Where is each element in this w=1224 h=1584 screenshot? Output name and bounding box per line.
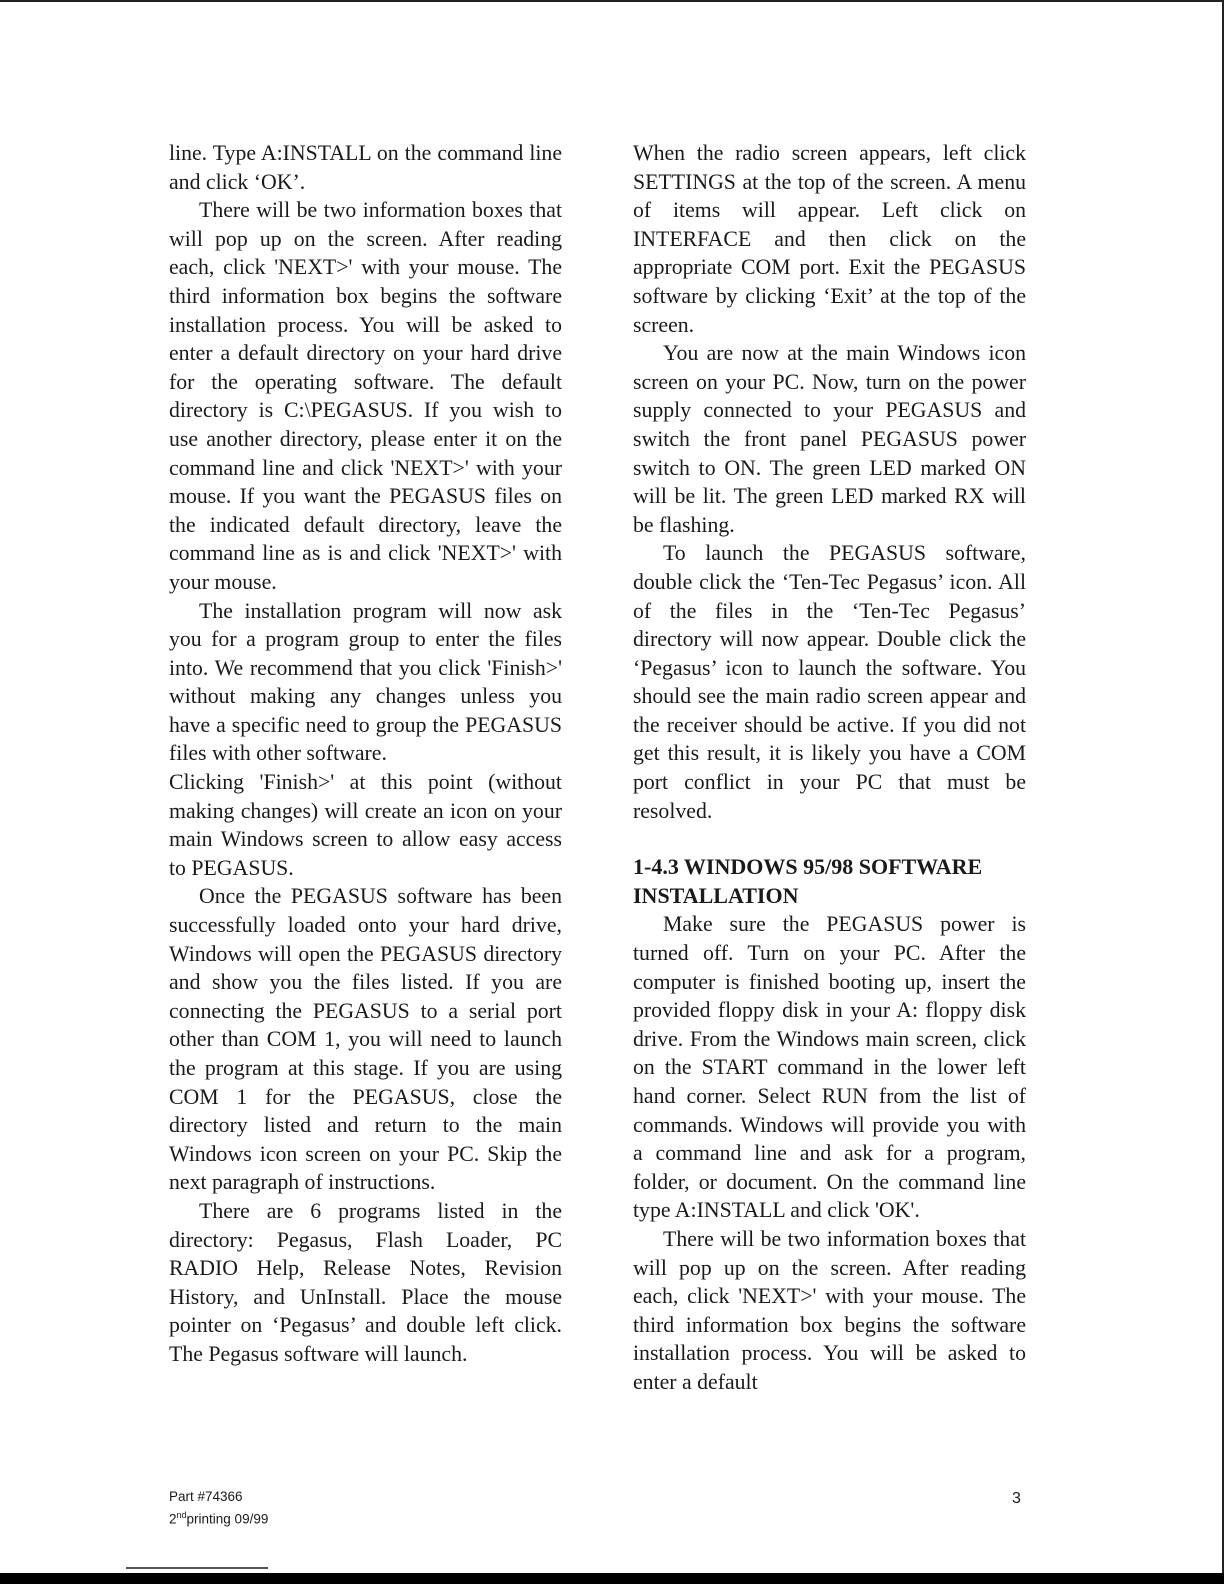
paragraph: Clicking 'Finish>' at this point (without making changes) will create an icon on your main Windows screen to allow easy access to PEGASUS. bbox=[169, 770, 562, 880]
section-heading: 1-4.3 WINDOWS 95/98 SOFTWARE INSTALLATION bbox=[633, 854, 983, 908]
right-column bbox=[633, 139, 1026, 1397]
printing-suffix: nd bbox=[176, 1510, 187, 1520]
paragraph: Once the PEGASUS software has been successfully loaded onto your hard drive, Windows will open the PEGASUS directory and show you the files listed. If you are connecting the PEGASUS to a serial port other than COM 1, you will need to launch the program at this stage. If you are using COM 1 for the PEGASUS, close the directory listed and return to the main Windows icon screen on your PC. Skip the next paragraph of instructions. bbox=[169, 884, 562, 1195]
left-column bbox=[169, 139, 562, 1369]
paragraph: There will be two information boxes that will pop up on the screen. After reading each, click 'NEXT>' with your mouse. The third information box begins the software installation process. You will be asked to enter a default directory on your hard drive for the operating software. The default directory is C:\PEGASUS. If you wish to use another directory, please enter it on the command line and click 'NEXT>' with your mouse. If you want the PEGASUS files on the indicated default directory, leave the command line as is and click 'NEXT>' with your mouse. bbox=[169, 198, 562, 594]
scan-edge-bar bbox=[0, 1573, 1224, 1584]
paragraph: When the radio screen appears, left click SETTINGS at the top of the screen. A menu of items will appear. Left click on INTERFACE and then click on the appropriate COM port. Exit the PEGASUS software by clicking ‘Exit’ at the top of the screen. bbox=[633, 141, 1026, 337]
paragraph: There are 6 programs listed in the directory: Pegasus, Flash Loader, PC RADIO Help, Release Notes, Revision History, and UnInstall. Place the mouse pointer on ‘Pegasus’ and double left click. The Pegasus software will launch. bbox=[169, 1198, 562, 1366]
printing-ordinal: 2 bbox=[169, 1511, 177, 1527]
printing-rest: printing 09/99 bbox=[186, 1511, 269, 1527]
printing-info bbox=[169, 1506, 268, 1529]
paragraph: The installation program will now ask you for a program group to enter the files into. We recommend that you click 'Finish>' without making any changes unless you have a specific need to group the PEGASUS files with other software. bbox=[169, 598, 562, 766]
footer-info bbox=[169, 1488, 268, 1529]
page-number: 3 bbox=[1012, 1490, 1021, 1507]
paragraph: You are now at the main Windows icon screen on your PC. Now, turn on the power supply connected to your PEGASUS and switch the front panel PEGASUS power switch to ON. The green LED marked ON will be lit. The green LED marked RX will be flashing. bbox=[633, 341, 1026, 537]
paragraph: line. Type A:INSTALL on the command line and click ‘OK’. bbox=[169, 141, 562, 194]
part-number: Part #74366 bbox=[169, 1489, 243, 1504]
scan-mark bbox=[126, 1567, 268, 1569]
paragraph: Make sure the PEGASUS power is turned off. Turn on your PC. After the computer is finished booting up, insert the provided floppy disk in your A: floppy disk drive. From the Windows main screen, click on the START command in the lower left hand corner. Select RUN from the list of commands. Windows will provide you with a command line and ask for a program, folder, or document. On the command line type A:INSTALL and click 'OK'. bbox=[633, 912, 1026, 1223]
paragraph: There will be two information boxes that will pop up on the screen. After reading each, click 'NEXT>' with your mouse. The third information box begins the software installation process. You will be asked to enter a default bbox=[633, 1226, 1026, 1394]
paragraph: To launch the PEGASUS software, double click the ‘Ten-Tec Pegasus’ icon. All of the files in the ‘Ten-Tec Pegasus’ directory will now appear. Double click the ‘Pegasus’ icon to launch the software. You should see the main radio screen appear and the receiver should be active. If you did not get this result, it is likely you have a COM port conflict in your PC that must be resolved. bbox=[633, 541, 1026, 823]
